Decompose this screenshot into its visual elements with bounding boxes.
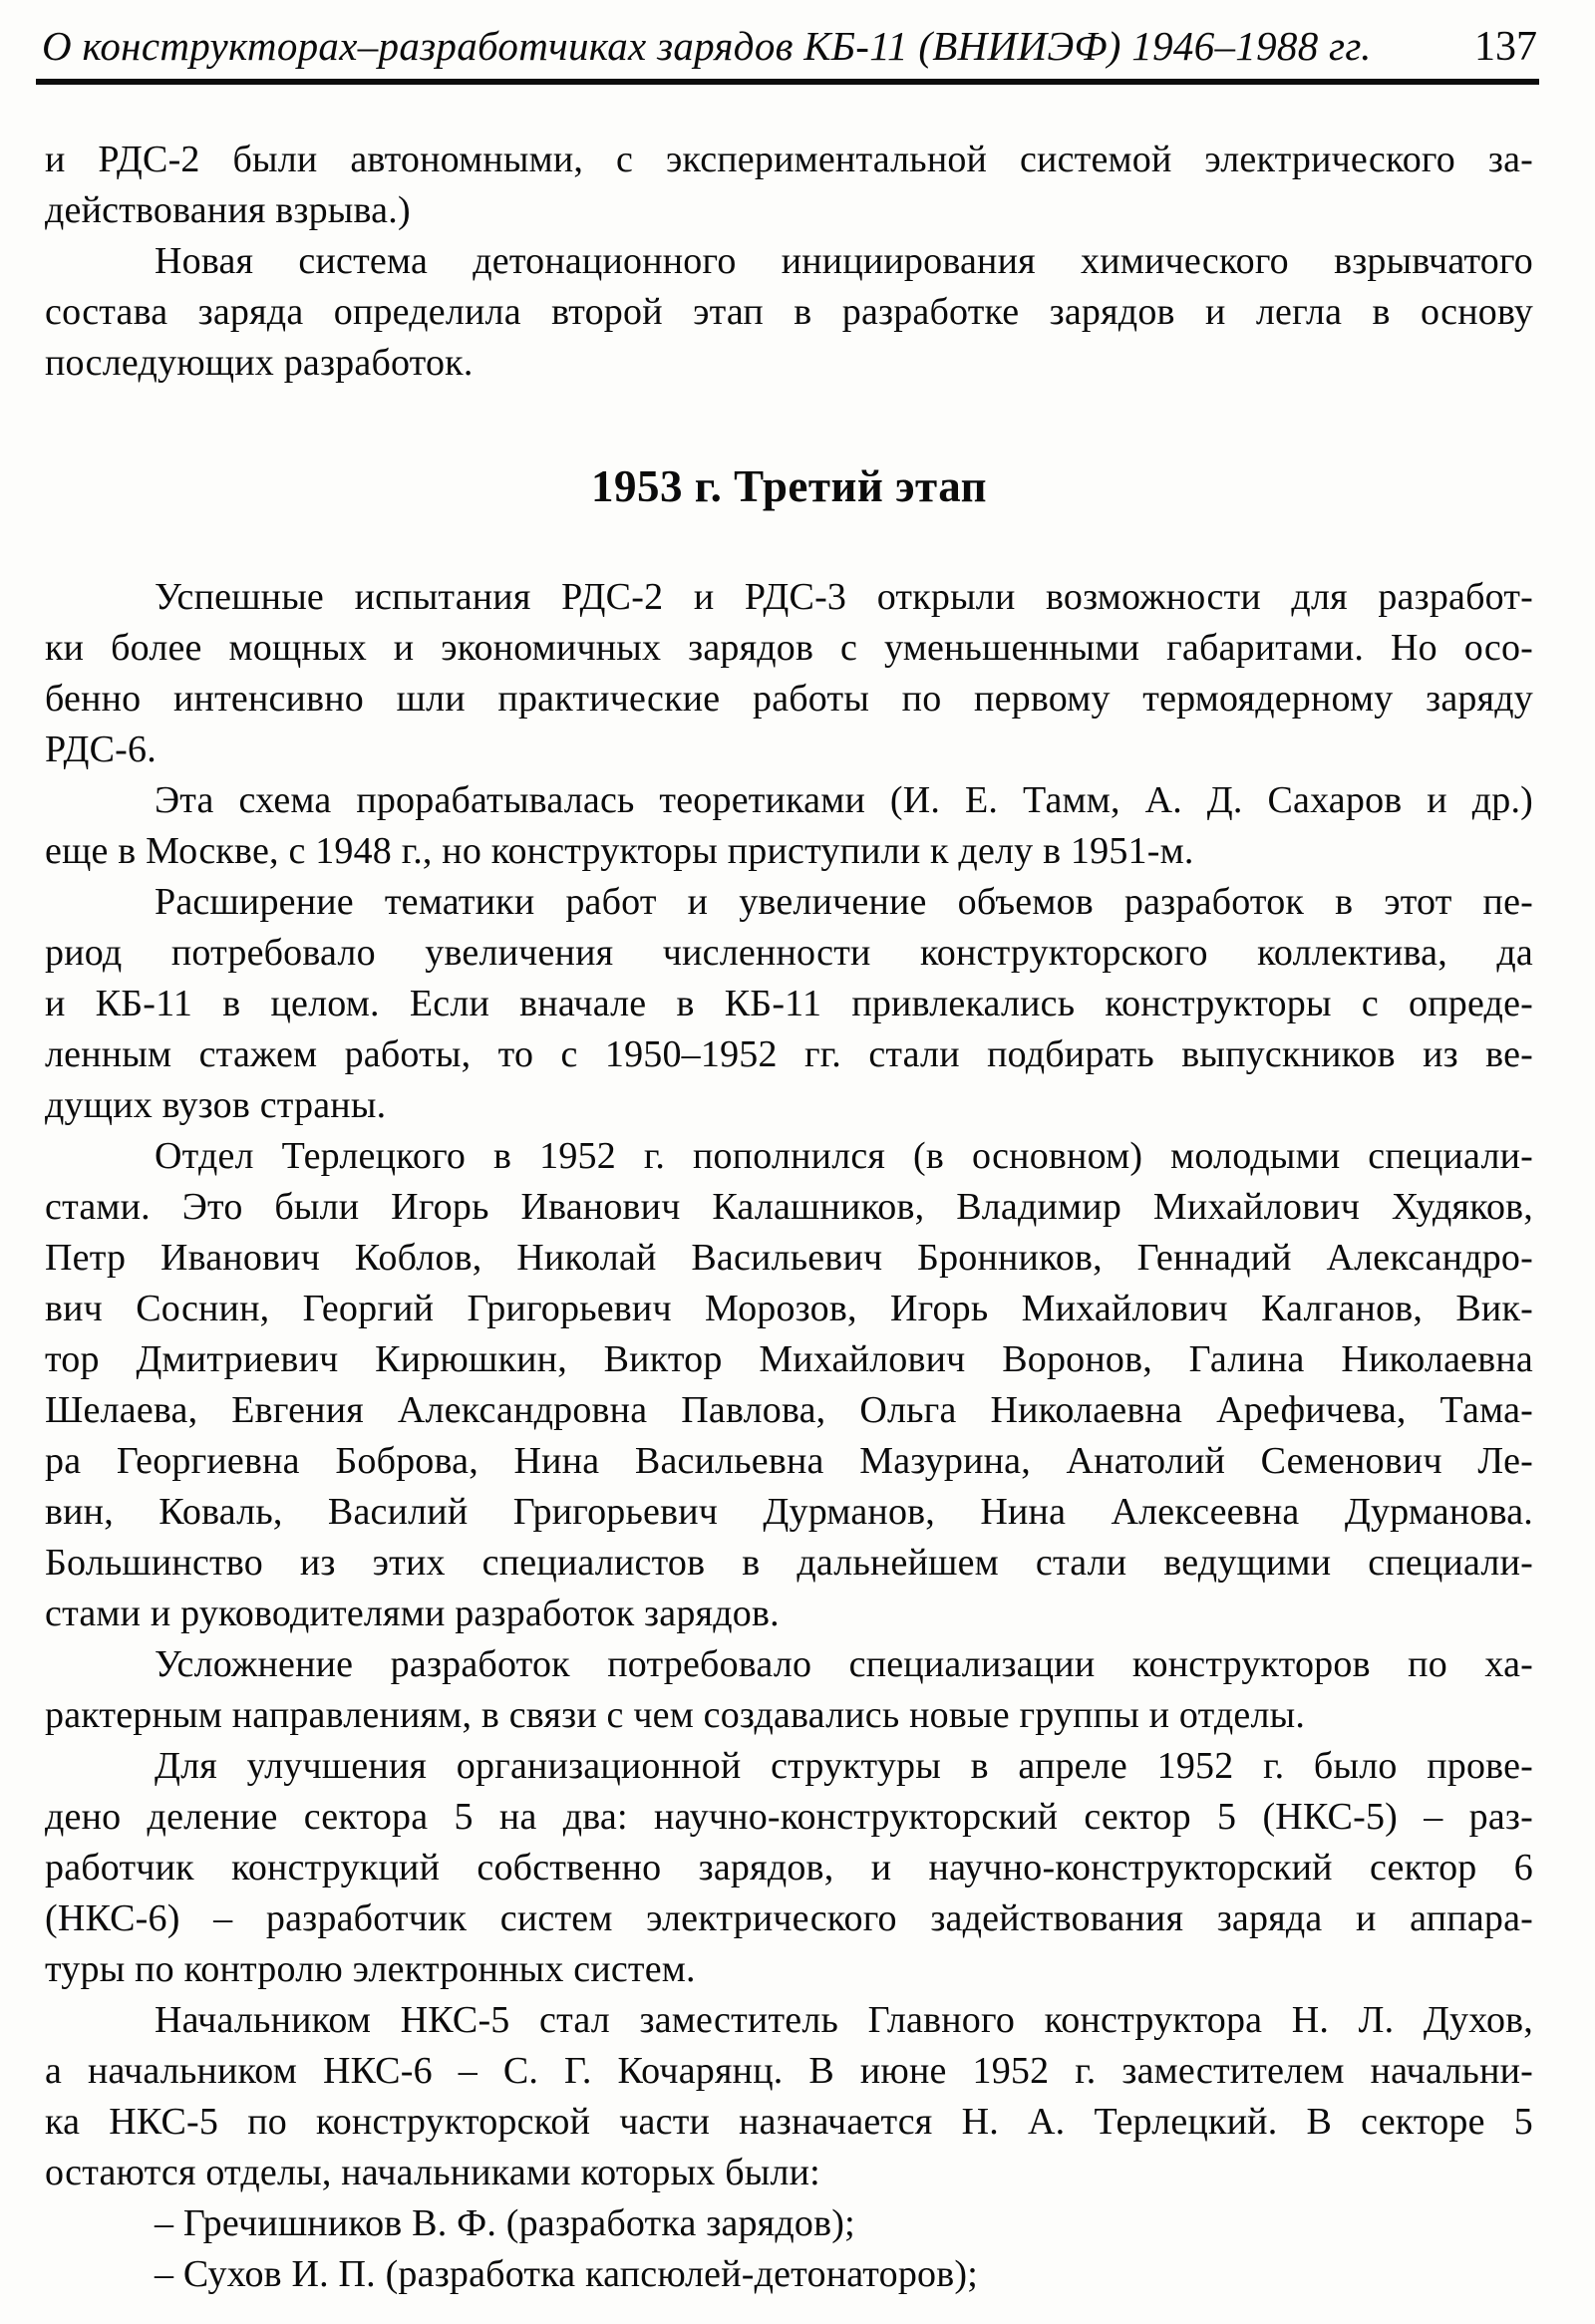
text-line: риод потребовало увеличения численности конструкторского коллектива, да bbox=[45, 932, 1533, 974]
running-header-title: О конструкторах–разработчиках зарядов КБ-11 (ВНИИЭФ) 1946–1988 гг. bbox=[42, 23, 1372, 69]
paragraph bbox=[45, 1131, 1533, 1639]
paragraph bbox=[45, 775, 1533, 877]
text-line: – Сухов И. П. (разработка капсюлей-детонаторов); bbox=[155, 2253, 978, 2295]
paragraph bbox=[45, 1741, 1533, 1995]
text-line: Шелаева, Евгения Александровна Павлова, Ольга Николаевна Арефичева, Тама- bbox=[45, 1389, 1533, 1431]
text-line: Новая система детонационного инициирования химического взрывчатого bbox=[155, 240, 1533, 282]
text-line: состава заряда определила второй этап в разработке зарядов и легла в основу bbox=[45, 291, 1533, 333]
text-line: Отдел Терлецкого в 1952 г. пополнился (в основном) молодыми специали- bbox=[155, 1135, 1533, 1177]
text-line: и РДС-2 были автономными, с экспериментальной системой электрического за- bbox=[45, 139, 1533, 180]
text-line: действования взрыва.) bbox=[45, 189, 411, 231]
text-line: ра Георгиевна Боброва, Нина Васильевна Мазурина, Анатолий Семенович Ле- bbox=[45, 1440, 1533, 1482]
text-line: ки более мощных и экономичных зарядов с уменьшенными габаритами. Но осо- bbox=[45, 627, 1533, 669]
text-line: вич Соснин, Георгий Григорьевич Морозов, Игорь Михайлович Калганов, Вик- bbox=[45, 1288, 1533, 1329]
text-line: дено деление сектора 5 на два: научно-конструкторский сектор 5 (НКС-5) – раз- bbox=[45, 1796, 1533, 1838]
text-line: ленным стажем работы, то с 1950–1952 гг. стали подбирать выпускников из ве- bbox=[45, 1033, 1533, 1075]
text-line: Большинство из этих специалистов в дальнейшем стали ведущими специали- bbox=[45, 1542, 1533, 1584]
text-line: (НКС-6) – разработчик систем электрического задействования заряда и аппара- bbox=[45, 1897, 1533, 1939]
text-line: последующих разработок. bbox=[45, 342, 474, 384]
text-line: рактерным направлениям, в связи с чем создавались новые группы и отделы. bbox=[45, 1694, 1306, 1736]
list-item bbox=[45, 2198, 1533, 2249]
text-line: Усложнение разработок потребовало специализации конструкторов по ха- bbox=[155, 1643, 1533, 1685]
text-line: вин, Коваль, Василий Григорьевич Дурманов, Нина Алексеевна Дурманова. bbox=[45, 1491, 1533, 1533]
section-heading: 1953 г. Третий этап bbox=[590, 461, 988, 511]
paragraph bbox=[45, 1995, 1533, 2198]
text-line: Петр Иванович Коблов, Николай Васильевич Бронников, Геннадий Александро- bbox=[45, 1237, 1533, 1279]
text-line: ка НКС-5 по конструкторской части назначается Н. А. Терлецкий. В секторе 5 bbox=[45, 2101, 1533, 2143]
text-line: еще в Москве, с 1948 г., но конструкторы приступили к делу в 1951-м. bbox=[45, 830, 1194, 872]
paragraph bbox=[45, 877, 1533, 1131]
paragraph bbox=[45, 1639, 1533, 1741]
paragraph bbox=[45, 236, 1533, 389]
text-line: Эта схема прорабатывалась теоретиками (И. Е. Тамм, А. Д. Сахаров и др.) bbox=[155, 779, 1533, 821]
text-line: туры по контролю электронных систем. bbox=[45, 1948, 696, 1990]
text-line: работчик конструкций собственно зарядов, и научно-конструкторский сектор 6 bbox=[45, 1847, 1533, 1888]
text-line: Расширение тематики работ и увеличение объемов разработок в этот пе- bbox=[155, 881, 1533, 923]
text-line: а начальником НКС-6 – С. Г. Кочарянц. В июне 1952 г. заместителем начальни- bbox=[45, 2050, 1533, 2092]
running-header bbox=[42, 22, 1537, 71]
text-line: бенно интенсивно шли практические работы по первому термоядерному заряду bbox=[45, 678, 1533, 720]
text-line: тор Дмитриевич Кирюшкин, Виктор Михайлович Воронов, Галина Николаевна bbox=[45, 1338, 1533, 1380]
page-number: 137 bbox=[1474, 24, 1537, 70]
page-body bbox=[45, 135, 1533, 2300]
text-line: стами. Это были Игорь Иванович Калашников, Владимир Михайлович Худяков, bbox=[45, 1186, 1533, 1228]
paragraph bbox=[45, 135, 1533, 236]
list-item bbox=[45, 2249, 1533, 2300]
text-line: и КБ-11 в целом. Если вначале в КБ-11 привлекались конструкторы с опреде- bbox=[45, 983, 1533, 1024]
text-line: стами и руководителями разработок зарядов. bbox=[45, 1593, 780, 1634]
text-line: РДС-6. bbox=[45, 728, 157, 770]
text-line: дущих вузов страны. bbox=[45, 1084, 387, 1126]
text-line: остаются отделы, начальниками которых были: bbox=[45, 2152, 820, 2193]
text-line: – Гречишников В. Ф. (разработка зарядов); bbox=[155, 2202, 855, 2244]
text-line: Успешные испытания РДС-2 и РДС-3 открыли возможности для разработ- bbox=[155, 576, 1533, 618]
text-line: Начальником НКС-5 стал заместитель Главного конструктора Н. Л. Духов, bbox=[155, 1999, 1533, 2041]
paragraph bbox=[45, 572, 1533, 775]
text-line: Для улучшения организационной структуры в апреле 1952 г. было прове- bbox=[155, 1745, 1533, 1787]
header-rule bbox=[36, 79, 1539, 85]
